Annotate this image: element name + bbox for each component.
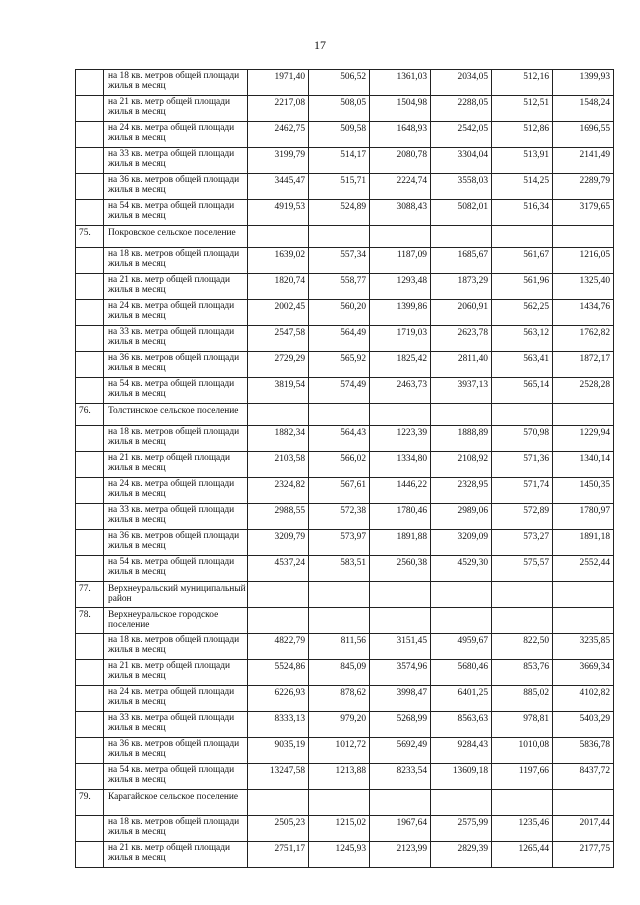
value-cell: 8233,54 (370, 764, 431, 790)
value-cell: 1197,66 (492, 764, 553, 790)
value-cell: 8563,63 (431, 712, 492, 738)
row-index (76, 352, 104, 378)
value-cell: 1719,03 (370, 326, 431, 352)
empty-cell (248, 226, 309, 248)
value-cell: 2002,45 (248, 300, 309, 326)
value-cell: 583,51 (309, 556, 370, 582)
value-cell: 822,50 (492, 634, 553, 660)
value-cell: 3558,03 (431, 174, 492, 200)
row-index (76, 478, 104, 504)
table-row (76, 426, 614, 452)
value-cell: 3209,09 (431, 530, 492, 556)
empty-cell (370, 226, 431, 248)
value-cell: 1648,93 (370, 122, 431, 148)
row-index: 76. (76, 404, 104, 426)
value-cell: 1215,02 (309, 816, 370, 842)
row-index (76, 842, 104, 868)
table-row (76, 634, 614, 660)
value-cell: 8437,72 (553, 764, 614, 790)
table-row (76, 148, 614, 174)
value-cell: 3819,54 (248, 378, 309, 404)
row-index (76, 452, 104, 478)
value-cell: 1504,98 (370, 96, 431, 122)
table-row (76, 326, 614, 352)
empty-cell (309, 790, 370, 816)
value-cell: 512,51 (492, 96, 553, 122)
area-norm-label: на 21 кв. метр общей площади жилья в месяц (104, 452, 248, 478)
value-cell: 2463,73 (370, 378, 431, 404)
value-cell: 1293,48 (370, 274, 431, 300)
section-row (76, 790, 614, 816)
empty-cell (248, 790, 309, 816)
value-cell: 9035,19 (248, 738, 309, 764)
area-norm-label: на 18 кв. метров общей площади жилья в месяц (104, 70, 248, 96)
empty-cell (492, 226, 553, 248)
value-cell: 562,25 (492, 300, 553, 326)
value-cell: 1762,82 (553, 326, 614, 352)
value-cell: 560,20 (309, 300, 370, 326)
value-cell: 2103,58 (248, 452, 309, 478)
table-row (76, 452, 614, 478)
empty-cell (553, 608, 614, 634)
row-index (76, 300, 104, 326)
value-cell: 13247,58 (248, 764, 309, 790)
section-row (76, 226, 614, 248)
area-norm-label: на 21 кв. метр общей площади жилья в месяц (104, 274, 248, 300)
value-cell: 6226,93 (248, 686, 309, 712)
value-cell: 2729,29 (248, 352, 309, 378)
table-row (76, 70, 614, 96)
empty-cell (492, 608, 553, 634)
empty-cell (248, 404, 309, 426)
area-norm-label: на 36 кв. метров общей площади жилья в месяц (104, 174, 248, 200)
row-index (76, 426, 104, 452)
value-cell: 1882,34 (248, 426, 309, 452)
table-row (76, 816, 614, 842)
table-row (76, 478, 614, 504)
value-cell: 4102,82 (553, 686, 614, 712)
value-cell: 1265,44 (492, 842, 553, 868)
value-cell: 5680,46 (431, 660, 492, 686)
area-norm-label: на 18 кв. метров общей площади жилья в месяц (104, 426, 248, 452)
value-cell: 2462,75 (248, 122, 309, 148)
area-norm-label: на 18 кв. метров общей площади жилья в месяц (104, 248, 248, 274)
area-norm-label: на 24 кв. метра общей площади жилья в месяц (104, 478, 248, 504)
empty-cell (553, 226, 614, 248)
value-cell: 514,17 (309, 148, 370, 174)
row-index (76, 530, 104, 556)
value-cell: 575,57 (492, 556, 553, 582)
value-cell: 3209,79 (248, 530, 309, 556)
table-row (76, 842, 614, 868)
value-cell: 3937,13 (431, 378, 492, 404)
value-cell: 2108,92 (431, 452, 492, 478)
value-cell: 561,96 (492, 274, 553, 300)
value-cell: 516,34 (492, 200, 553, 226)
table-row (76, 352, 614, 378)
value-cell: 3669,34 (553, 660, 614, 686)
empty-cell (370, 790, 431, 816)
empty-cell (370, 608, 431, 634)
value-cell: 1891,18 (553, 530, 614, 556)
value-cell: 1639,02 (248, 248, 309, 274)
value-cell: 2288,05 (431, 96, 492, 122)
settlement-name: Толстинское сельское поселение (104, 404, 248, 426)
value-cell: 3998,47 (370, 686, 431, 712)
value-cell: 1216,05 (553, 248, 614, 274)
value-cell: 1696,55 (553, 122, 614, 148)
table-row (76, 96, 614, 122)
value-cell: 3574,96 (370, 660, 431, 686)
value-cell: 1399,86 (370, 300, 431, 326)
row-index: 75. (76, 226, 104, 248)
value-cell: 570,98 (492, 426, 553, 452)
section-row (76, 404, 614, 426)
value-cell: 4919,53 (248, 200, 309, 226)
value-cell: 3088,43 (370, 200, 431, 226)
value-cell: 1325,40 (553, 274, 614, 300)
row-index (76, 738, 104, 764)
row-index: 79. (76, 790, 104, 816)
value-cell: 574,49 (309, 378, 370, 404)
table-row (76, 764, 614, 790)
empty-cell (492, 790, 553, 816)
value-cell: 566,02 (309, 452, 370, 478)
value-cell: 515,71 (309, 174, 370, 200)
empty-cell (431, 608, 492, 634)
settlement-name: Верхнеуральский муниципальный район (104, 582, 248, 608)
value-cell: 514,25 (492, 174, 553, 200)
value-cell: 1971,40 (248, 70, 309, 96)
value-cell: 13609,18 (431, 764, 492, 790)
value-cell: 506,52 (309, 70, 370, 96)
row-index (76, 504, 104, 530)
row-index: 77. (76, 582, 104, 608)
value-cell: 2289,79 (553, 174, 614, 200)
value-cell: 2829,39 (431, 842, 492, 868)
value-cell: 1780,97 (553, 504, 614, 530)
value-cell: 1334,80 (370, 452, 431, 478)
empty-cell (431, 226, 492, 248)
value-cell: 565,92 (309, 352, 370, 378)
value-cell: 3179,65 (553, 200, 614, 226)
value-cell: 4529,30 (431, 556, 492, 582)
area-norm-label: на 24 кв. метра общей площади жилья в месяц (104, 686, 248, 712)
value-cell: 561,67 (492, 248, 553, 274)
value-cell: 1780,46 (370, 504, 431, 530)
empty-cell (309, 582, 370, 608)
value-cell: 571,74 (492, 478, 553, 504)
value-cell: 1399,93 (553, 70, 614, 96)
row-index (76, 174, 104, 200)
value-cell: 1229,94 (553, 426, 614, 452)
value-cell: 979,20 (309, 712, 370, 738)
value-cell: 1873,29 (431, 274, 492, 300)
value-cell: 2575,99 (431, 816, 492, 842)
value-cell: 1012,72 (309, 738, 370, 764)
value-cell: 3445,47 (248, 174, 309, 200)
value-cell: 4537,24 (248, 556, 309, 582)
value-cell: 563,41 (492, 352, 553, 378)
value-cell: 2060,91 (431, 300, 492, 326)
value-cell: 1187,09 (370, 248, 431, 274)
value-cell: 572,89 (492, 504, 553, 530)
row-index (76, 70, 104, 96)
area-norm-label: на 54 кв. метра общей площади жилья в месяц (104, 556, 248, 582)
table-row (76, 122, 614, 148)
value-cell: 3151,45 (370, 634, 431, 660)
area-norm-label: на 36 кв. метров общей площади жилья в месяц (104, 352, 248, 378)
table-row (76, 530, 614, 556)
value-cell: 1361,03 (370, 70, 431, 96)
value-cell: 572,38 (309, 504, 370, 530)
table-row (76, 738, 614, 764)
empty-cell (309, 608, 370, 634)
row-index (76, 764, 104, 790)
area-norm-label: на 54 кв. метра общей площади жилья в месяц (104, 200, 248, 226)
value-cell: 1820,74 (248, 274, 309, 300)
value-cell: 564,49 (309, 326, 370, 352)
value-cell: 9284,43 (431, 738, 492, 764)
area-norm-label: на 54 кв. метра общей площади жилья в месяц (104, 764, 248, 790)
value-cell: 1213,88 (309, 764, 370, 790)
area-norm-label: на 21 кв. метр общей площади жилья в месяц (104, 96, 248, 122)
value-cell: 2080,78 (370, 148, 431, 174)
value-cell: 2217,08 (248, 96, 309, 122)
settlement-name: Верхнеуральское городское поселение (104, 608, 248, 634)
row-index (76, 712, 104, 738)
value-cell: 2177,75 (553, 842, 614, 868)
value-cell: 5836,78 (553, 738, 614, 764)
row-index (76, 96, 104, 122)
value-cell: 2505,23 (248, 816, 309, 842)
value-cell: 1872,17 (553, 352, 614, 378)
value-cell: 512,16 (492, 70, 553, 96)
settlement-name: Карагайское сельское поселение (104, 790, 248, 816)
value-cell: 1223,39 (370, 426, 431, 452)
value-cell: 2141,49 (553, 148, 614, 174)
value-cell: 2988,55 (248, 504, 309, 530)
empty-cell (431, 582, 492, 608)
table-row (76, 200, 614, 226)
value-cell: 2017,44 (553, 816, 614, 842)
table-row (76, 686, 614, 712)
row-index (76, 660, 104, 686)
value-cell: 2528,28 (553, 378, 614, 404)
empty-cell (553, 404, 614, 426)
value-cell: 557,34 (309, 248, 370, 274)
area-norm-label: на 18 кв. метров общей площади жилья в месяц (104, 816, 248, 842)
area-norm-label: на 24 кв. метра общей площади жилья в месяц (104, 300, 248, 326)
value-cell: 1010,08 (492, 738, 553, 764)
table-row (76, 274, 614, 300)
value-cell: 508,05 (309, 96, 370, 122)
settlement-name: Покровское сельское поселение (104, 226, 248, 248)
empty-cell (492, 404, 553, 426)
table-row (76, 660, 614, 686)
value-cell: 3235,85 (553, 634, 614, 660)
area-norm-label: на 54 кв. метра общей площади жилья в месяц (104, 378, 248, 404)
area-norm-label: на 21 кв. метр общей площади жилья в месяц (104, 660, 248, 686)
value-cell: 558,77 (309, 274, 370, 300)
value-cell: 5524,86 (248, 660, 309, 686)
row-index (76, 556, 104, 582)
value-cell: 2224,74 (370, 174, 431, 200)
page-number: 17 (314, 38, 326, 52)
value-cell: 5268,99 (370, 712, 431, 738)
section-row (76, 582, 614, 608)
value-cell: 1235,46 (492, 816, 553, 842)
value-cell: 6401,25 (431, 686, 492, 712)
row-index (76, 686, 104, 712)
empty-cell (309, 404, 370, 426)
value-cell: 567,61 (309, 478, 370, 504)
value-cell: 2547,58 (248, 326, 309, 352)
row-index: 78. (76, 608, 104, 634)
value-cell: 573,27 (492, 530, 553, 556)
value-cell: 512,86 (492, 122, 553, 148)
empty-cell (370, 582, 431, 608)
value-cell: 1434,76 (553, 300, 614, 326)
table-row (76, 300, 614, 326)
area-norm-label: на 21 кв. метр общей площади жилья в месяц (104, 842, 248, 868)
value-cell: 8333,13 (248, 712, 309, 738)
empty-cell (553, 582, 614, 608)
area-norm-label: на 36 кв. метров общей площади жилья в месяц (104, 530, 248, 556)
empty-cell (248, 582, 309, 608)
value-cell: 2552,44 (553, 556, 614, 582)
row-index (76, 634, 104, 660)
value-cell: 811,56 (309, 634, 370, 660)
area-norm-label: на 33 кв. метра общей площади жилья в месяц (104, 148, 248, 174)
area-norm-label: на 18 кв. метров общей площади жилья в месяц (104, 634, 248, 660)
value-cell: 3199,79 (248, 148, 309, 174)
value-cell: 1446,22 (370, 478, 431, 504)
value-cell: 2328,95 (431, 478, 492, 504)
value-cell: 2123,99 (370, 842, 431, 868)
value-cell: 1340,14 (553, 452, 614, 478)
row-index (76, 816, 104, 842)
value-cell: 509,58 (309, 122, 370, 148)
row-index (76, 274, 104, 300)
value-cell: 1548,24 (553, 96, 614, 122)
tariff-table-body (76, 70, 614, 868)
value-cell: 5082,01 (431, 200, 492, 226)
value-cell: 1888,89 (431, 426, 492, 452)
value-cell: 885,02 (492, 686, 553, 712)
value-cell: 2034,05 (431, 70, 492, 96)
value-cell: 2811,40 (431, 352, 492, 378)
empty-cell (431, 404, 492, 426)
value-cell: 2751,17 (248, 842, 309, 868)
empty-cell (370, 404, 431, 426)
value-cell: 4959,67 (431, 634, 492, 660)
value-cell: 1891,88 (370, 530, 431, 556)
value-cell: 2324,82 (248, 478, 309, 504)
value-cell: 2623,78 (431, 326, 492, 352)
area-norm-label: на 33 кв. метра общей площади жилья в месяц (104, 712, 248, 738)
value-cell: 2989,06 (431, 504, 492, 530)
empty-cell (248, 608, 309, 634)
value-cell: 978,81 (492, 712, 553, 738)
value-cell: 2542,05 (431, 122, 492, 148)
tariff-table (75, 69, 614, 868)
value-cell: 2560,38 (370, 556, 431, 582)
row-index (76, 200, 104, 226)
area-norm-label: на 33 кв. метра общей площади жилья в месяц (104, 326, 248, 352)
row-index (76, 326, 104, 352)
value-cell: 4822,79 (248, 634, 309, 660)
row-index (76, 148, 104, 174)
row-index (76, 122, 104, 148)
value-cell: 1967,64 (370, 816, 431, 842)
table-row (76, 378, 614, 404)
value-cell: 563,12 (492, 326, 553, 352)
value-cell: 1685,67 (431, 248, 492, 274)
row-index (76, 248, 104, 274)
value-cell: 571,36 (492, 452, 553, 478)
value-cell: 5692,49 (370, 738, 431, 764)
value-cell: 564,43 (309, 426, 370, 452)
value-cell: 878,62 (309, 686, 370, 712)
value-cell: 853,76 (492, 660, 553, 686)
row-index (76, 378, 104, 404)
value-cell: 565,14 (492, 378, 553, 404)
value-cell: 1825,42 (370, 352, 431, 378)
table-row (76, 712, 614, 738)
table-row (76, 504, 614, 530)
area-norm-label: на 36 кв. метров общей площади жилья в месяц (104, 738, 248, 764)
value-cell: 524,89 (309, 200, 370, 226)
section-row (76, 608, 614, 634)
empty-cell (309, 226, 370, 248)
value-cell: 1450,35 (553, 478, 614, 504)
value-cell: 845,09 (309, 660, 370, 686)
table-row (76, 174, 614, 200)
table-row (76, 556, 614, 582)
empty-cell (492, 582, 553, 608)
value-cell: 513,91 (492, 148, 553, 174)
area-norm-label: на 24 кв. метра общей площади жилья в месяц (104, 122, 248, 148)
value-cell: 1245,93 (309, 842, 370, 868)
empty-cell (431, 790, 492, 816)
table-row (76, 248, 614, 274)
value-cell: 573,97 (309, 530, 370, 556)
area-norm-label: на 33 кв. метра общей площади жилья в месяц (104, 504, 248, 530)
empty-cell (553, 790, 614, 816)
value-cell: 3304,04 (431, 148, 492, 174)
value-cell: 5403,29 (553, 712, 614, 738)
